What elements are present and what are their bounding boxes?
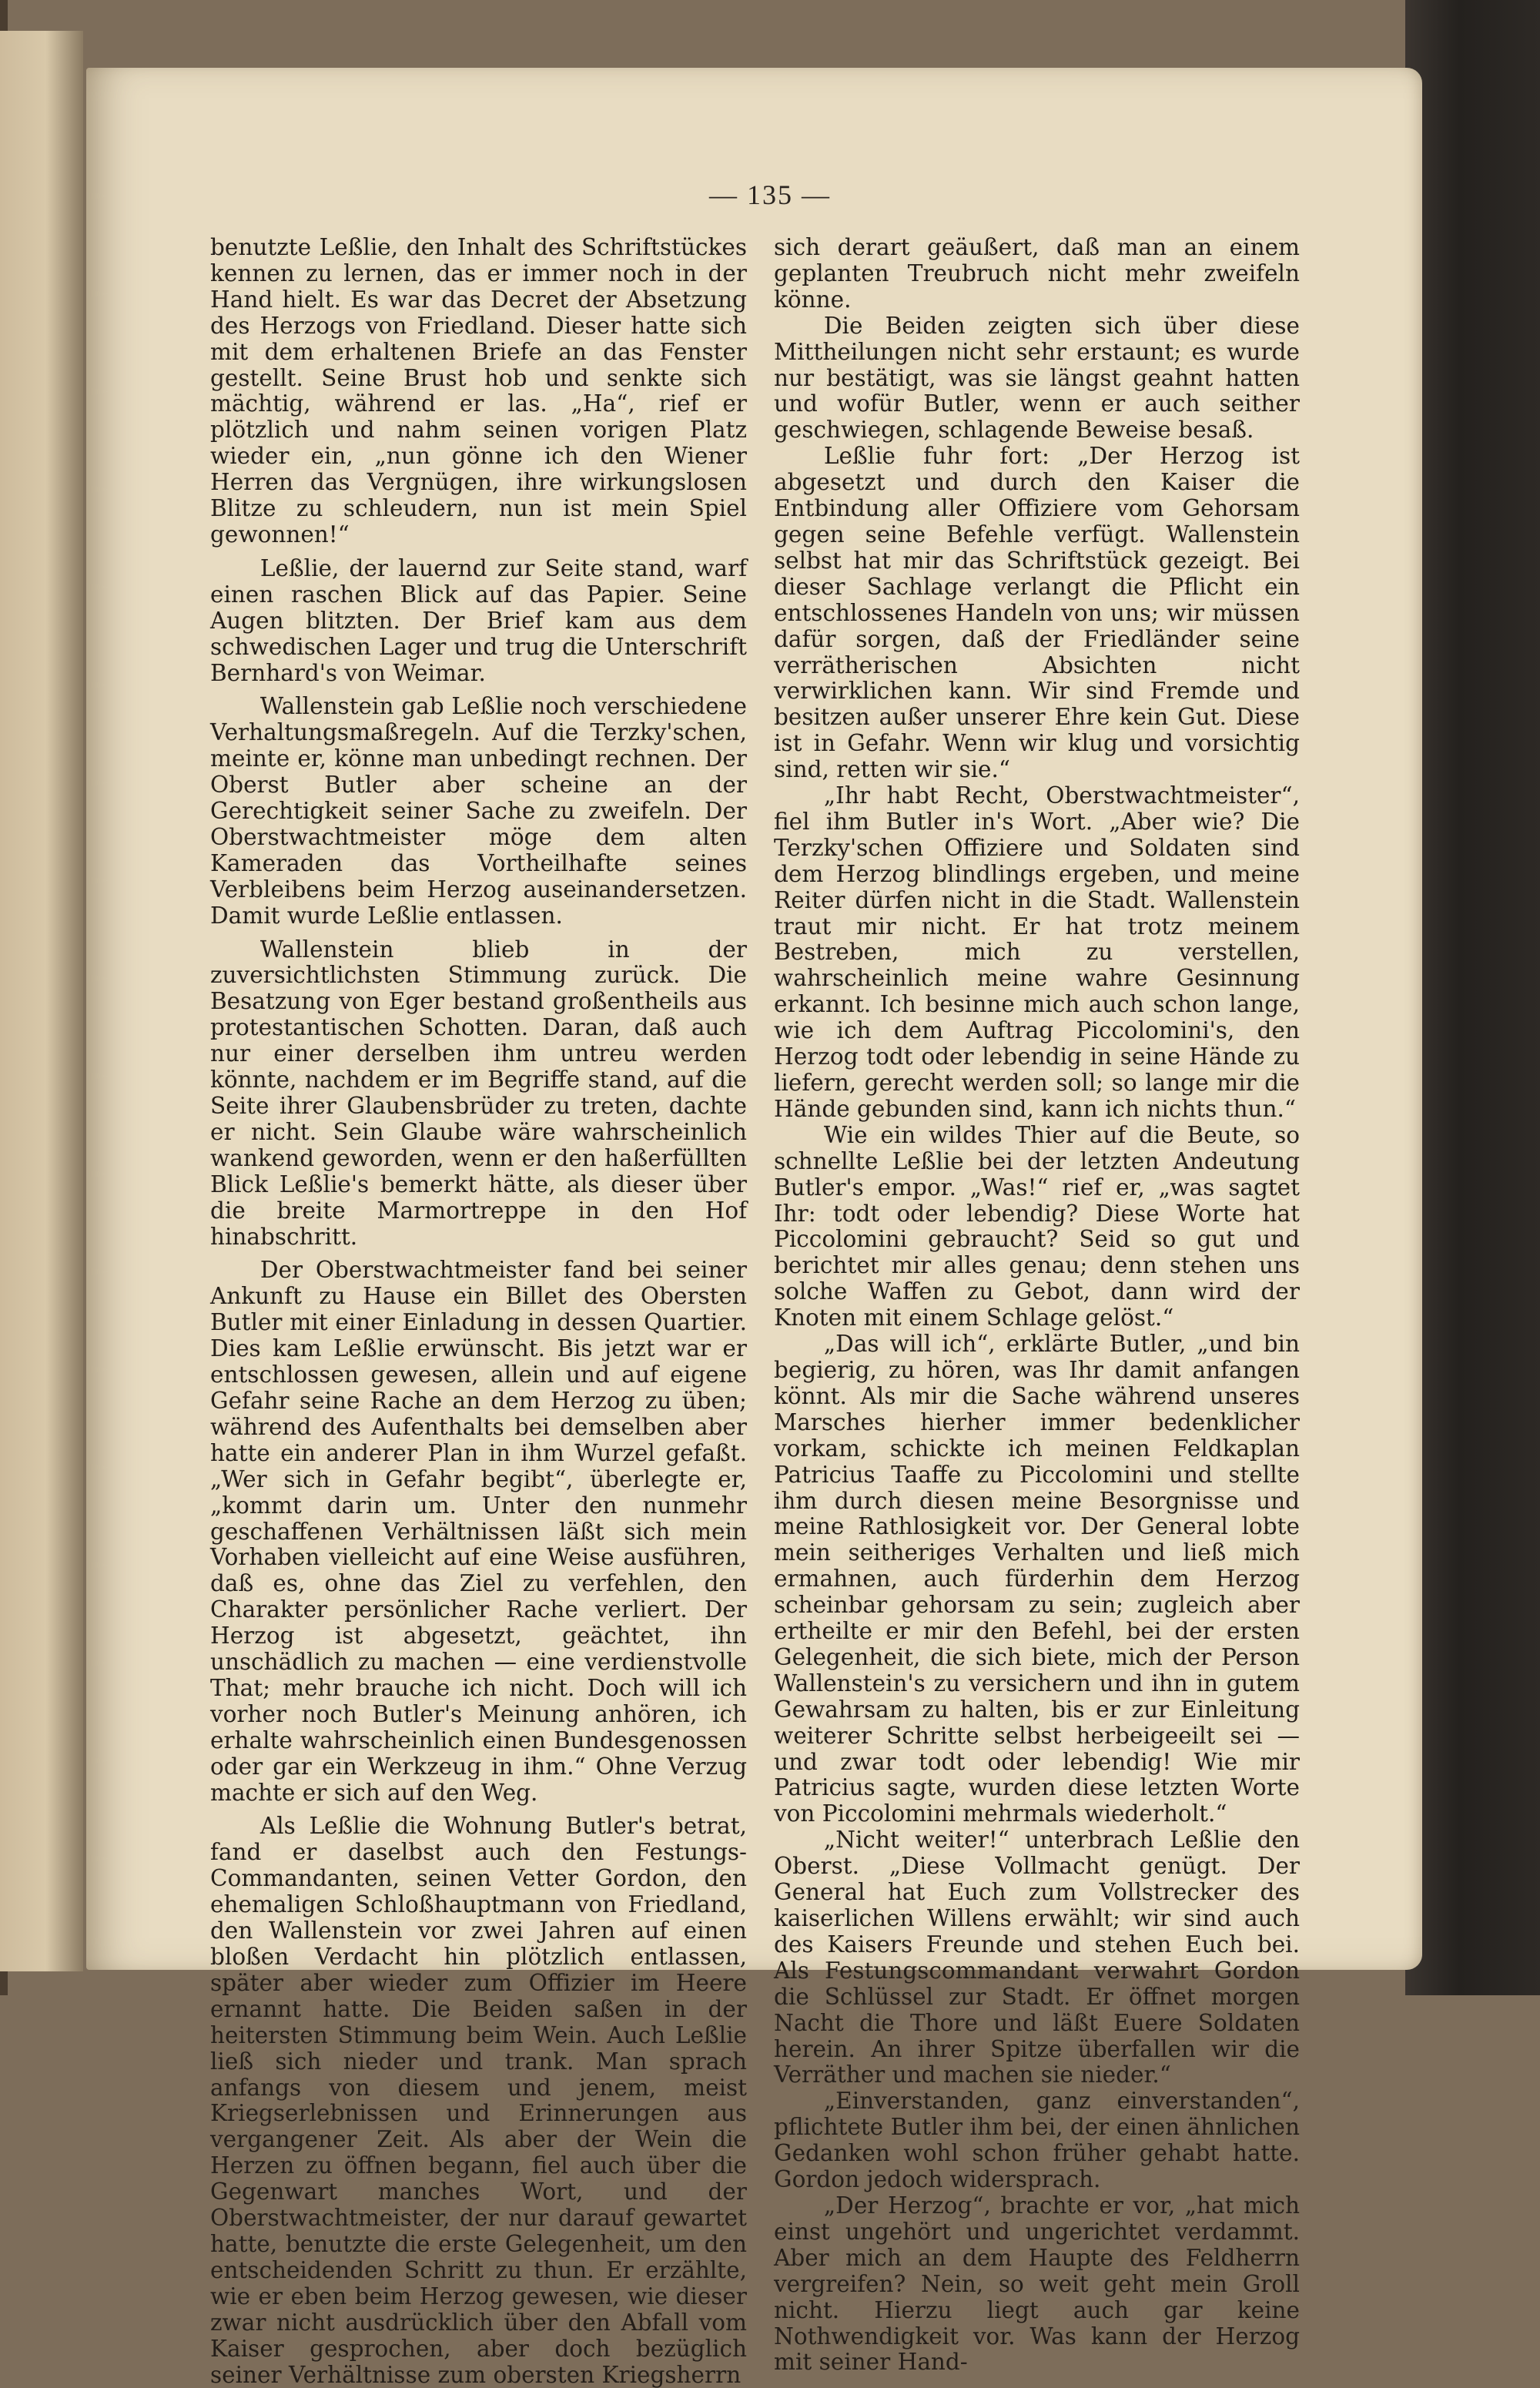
previous-page-edge <box>0 31 83 1971</box>
paragraph: Als Leßlie die Wohnung Butler's betrat, fand er daselbst auch den Festungs-Commandanten, seinen Vetter Gordon, den ehemaligen Schloßhauptmann von Friedland, den Wallenstein vor zwei Jahren auf einen bloßen Verdacht hin plötzlich entlassen, später aber wieder zum Offizier im Heere ernannt hatte. Die Beiden saßen in der heitersten Stimmung beim Wein. Auch Leßlie ließ sich nieder und trank. Man sprach anfangs von diesem und jenem, meist Kriegserlebnissen und Erinnerungen aus vergangener Zeit. Als aber der Wein die Herzen zu öffnen begann, fiel auch über die Gegenwart manches Wort, und der Oberstwachtmeister, der nur darauf gewartet hatte, benutzte die erste Gelegenheit, um den entscheidenden Schritt zu thun. Er erzählte, wie er eben beim Herzog gewesen, wie dieser zwar nicht ausdrücklich über den Abfall vom Kaiser gesprochen, aber doch bezüglich seiner Verhältnisse zum obersten Kriegsherrn <box>210 1813 747 2388</box>
paragraph: „Das will ich“, erklärte Butler, „und bin begierig, zu hören, was Ihr damit anfangen könnt. Als mir die Sache während unseres Marsches hierher immer bedenklicher vorkam, schickte ich meinen Feldkaplan Patricius Taaffe zu Piccolomini und stellte ihm durch diesen meine Besorgnisse und meine Rathlosigkeit vor. Der General lobte mein seitheriges Verhalten und ließ mich ermahnen, auch fürderhin dem Herzog scheinbar gehorsam zu sein; zugleich aber ertheilte er mir den Befehl, bei der ersten Gelegenheit, die sich biete, mich der Person Wallenstein's zu versichern und ihn in gutem Gewahrsam zu halten, bis er zur Einleitung weiterer Schritte selbst herbeigeeilt sei — und zwar todt oder lebendig! Wie mir Patricius sagte, wurden diese letzten Worte von Piccolomini mehrmals wiederholt.“ <box>774 1331 1300 1827</box>
paragraph: sich derart geäußert, daß man an einem geplanten Treubruch nicht mehr zweifeln könne. <box>774 234 1300 313</box>
paragraph: Wallenstein blieb in der zuversichtlichsten Stimmung zurück. Die Besatzung von Eger bestand großentheils aus protestantischen Schotten. Daran, daß auch nur einer derselben ihm untreu werden könnte, nachdem er im Begriffe stand, auf die Seite ihrer Glaubensbrüder zu treten, dachte er nicht. Sein Glaube wäre wahrscheinlich wankend geworden, wenn er den haßerfüllten Blick Leßlie's bemerkt hätte, als dieser über die breite Marmortreppe in den Hof hinabschritt. <box>210 936 747 1250</box>
paragraph: „Ihr habt Recht, Oberstwachtmeister“, fiel ihm Butler in's Wort. „Aber wie? Die Terzky'schen Offiziere und Soldaten sind dem Herzog blindlings ergeben, und meine Reiter dürfen nicht in die Stadt. Wallenstein traut mir nicht. Er hat trotz meinem Bestreben, mich zu verstellen, wahrscheinlich meine wahre Gesinnung erkannt. Ich besinne mich auch schon lange, wie ich dem Auftrag Piccolomini's, den Herzog todt oder lebendig in seine Hände zu liefern, gerecht werden soll; so lange mir die Hände gebunden sind, kann ich nichts thun.“ <box>774 782 1300 1122</box>
text-column-left <box>210 235 747 2388</box>
paragraph: Die Beiden zeigten sich über diese Mittheilungen nicht sehr erstaunt; es wurde nur bestätigt, was sie längst geahnt hatten und wofür Butler, wenn er auch seither geschwiegen, schlagende Beweise besaß. <box>774 312 1300 444</box>
page-number: — 135 — <box>709 179 831 210</box>
text-column-right <box>774 235 1300 2376</box>
paragraph: Wallenstein gab Leßlie noch verschiedene Verhaltungsmaßregeln. Auf die Terzky'schen, meinte er, könne man unbedingt rechnen. Der Oberst Butler aber scheine an der Gerechtigkeit seiner Sache zu zweifeln. Der Oberstwachtmeister möge dem alten Kameraden das Vortheilhafte seines Verbleibens beim Herzog auseinandersetzen. Damit wurde Leßlie entlassen. <box>210 693 747 929</box>
paragraph: Leßlie, der lauernd zur Seite stand, warf einen raschen Blick auf das Papier. Seine Augen blitzten. Der Brief kam aus dem schwedischen Lager und trug die Unterschrift Bernhard's von Weimar. <box>210 554 747 686</box>
paragraph: benutzte Leßlie, den Inhalt des Schriftstückes kennen zu lernen, das er immer noch in der Hand hielt. Es war das Decret der Absetzung des Herzogs von Friedland. Dieser hatte sich mit dem erhaltenen Briefe an das Fenster gestellt. Seine Brust hob und senkte sich mächtig, während er las. „Ha“, rief er plötzlich und nahm seinen vorigen Platz wieder ein, „nun gönne ich den Wiener Herren das Vergnügen, ihre wirkungslosen Blitze zu schleudern, nun ist mein Spiel gewonnen!“ <box>210 234 747 548</box>
paragraph: Wie ein wildes Thier auf die Beute, so schnellte Leßlie bei der letzten Andeutung Butler's empor. „Was!“ rief er, „was sagtet Ihr: todt oder lebendig? Diese Worte hat Piccolomini gebraucht? Seid so gut und berichtet mir alles genau; denn stehen uns solche Waffen zu Gebot, dann wird der Knoten mit einem Schlage gelöst.“ <box>774 1121 1300 1331</box>
book-cover-edge <box>1405 0 1540 1995</box>
paragraph: „Der Herzog“, brachte er vor, „hat mich einst ungehört und ungerichtet verdammt. Aber mich an dem Haupte des Feldherrn vergreifen? Nein, so weit geht mein Groll nicht. Hierzu liegt auch gar keine Nothwendigkeit vor. Was kann der Herzog mit seiner Hand- <box>774 2192 1300 2376</box>
paragraph: „Einverstanden, ganz einverstanden“, pflichtete Butler ihm bei, der einen ähnlichen Gedanken wohl schon früher gehabt hatte. Gordon jedoch widersprach. <box>774 2088 1300 2193</box>
paragraph: Der Oberstwachtmeister fand bei seiner Ankunft zu Hause ein Billet des Obersten Butler mit einer Einladung in dessen Quartier. Dies kam Leßlie erwünscht. Bis jetzt war er entschlossen gewesen, allein und auf eigene Gefahr seine Rache an dem Herzog zu üben; während des Aufenthalts bei demselben aber hatte ein anderer Plan in ihm Wurzel gefaßt. „Wer sich in Gefahr begibt“, überlegte er, „kommt darin um. Unter den nunmehr geschaffenen Verhältnissen läßt sich mein Vorhaben vielleicht auf eine Weise ausführen, daß es, ohne das Ziel zu verfehlen, den Charakter persönlicher Rache verliert. Der Herzog ist abgesetzt, geächtet, ihn unschädlich zu machen — eine verdienstvolle That; mehr brauche ich nicht. Doch will ich vorher noch Butler's Meinung anhören, ich erhalte wahrscheinlich einen Bundesgenossen oder gar ein Werkzeug in ihm.“ Ohne Verzug machte er sich auf den Weg. <box>210 1257 747 1806</box>
paragraph: Leßlie fuhr fort: „Der Herzog ist abgesetzt und durch den Kaiser die Entbindung aller Offiziere vom Gehorsam gegen seine Befehle verfügt. Wallenstein selbst hat mir das Schriftstück gezeigt. Bei dieser Sachlage verlangt die Pflicht ein entschlossenes Handeln von uns; wir müssen dafür sorgen, daß der Friedländer seine verrätherischen Absichten nicht verwirklichen kann. Wir sind Fremde und besitzen außer unserer Ehre kein Gut. Diese ist in Gefahr. Wenn wir klug und vorsichtig sind, retten wir sie.“ <box>774 443 1300 783</box>
paragraph: „Nicht weiter!“ unterbrach Leßlie den Oberst. „Diese Vollmacht genügt. Der General hat Euch zum Vollstrecker des kaiserlichen Willens erwählt; wir sind auch des Kaisers Freunde und stehen Euch bei. Als Festungscommandant verwahrt Gordon die Schlüssel zur Stadt. Er öffnet morgen Nacht die Thore und läßt Euere Soldaten herein. An ihrer Spitze überfallen wir die Verräther und machen sie nieder.“ <box>774 1827 1300 2088</box>
